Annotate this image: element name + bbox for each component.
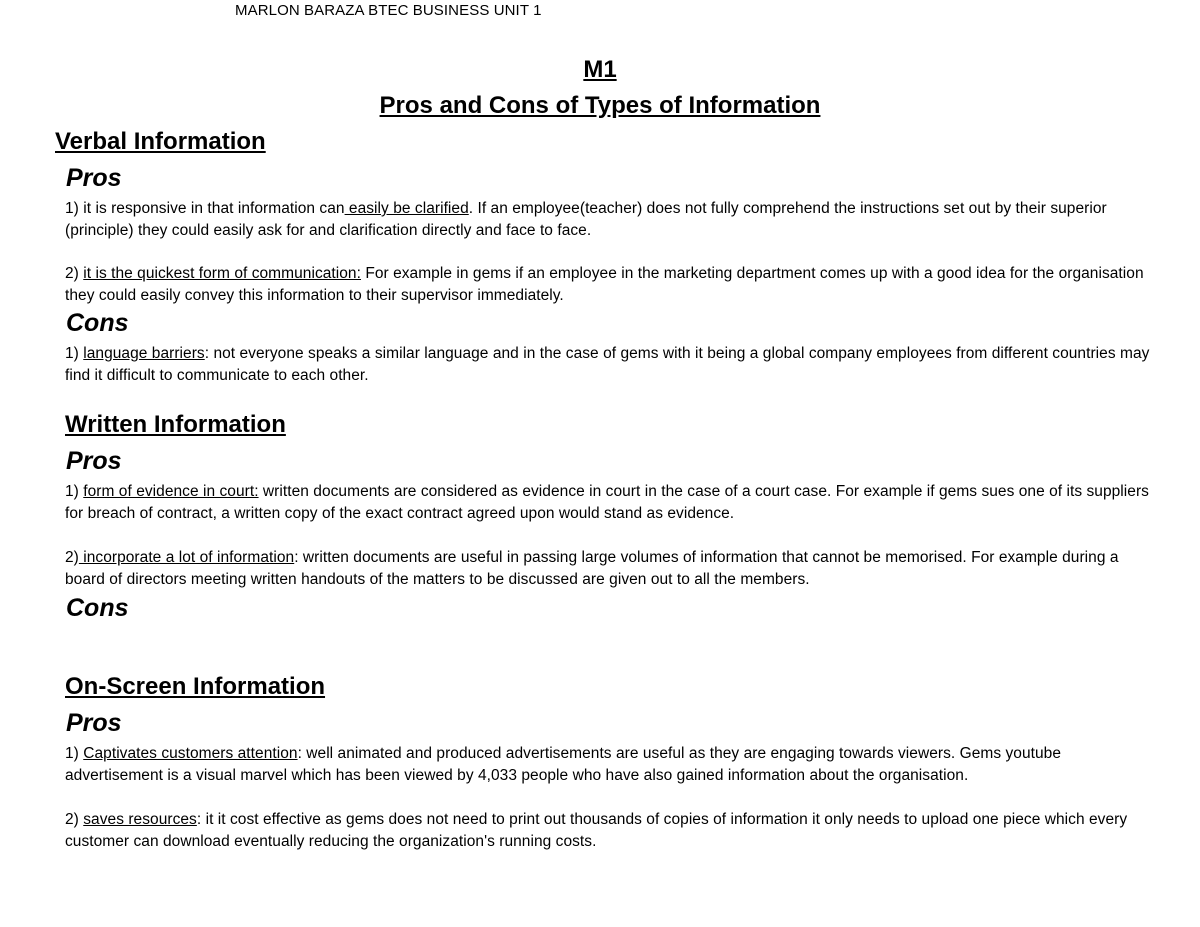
onscreen-pro-2 <box>65 809 1150 853</box>
onscreen-pro-2-key: saves resources <box>83 811 197 828</box>
written-pro-2-prefix: 2) <box>65 549 79 566</box>
written-pro-2 <box>65 547 1150 591</box>
verbal-pro-2-body: For example in gems if an employee in the marketing department comes up with a good idea for the organisation they could easily convey this information to their supervisor immediately. <box>65 265 1144 304</box>
verbal-information-heading: Verbal Information <box>55 128 266 155</box>
written-information-heading: Written Information <box>65 411 286 438</box>
verbal-pro-1 <box>65 198 1150 242</box>
written-cons-heading: Cons <box>66 594 129 622</box>
verbal-con-1-body: : not everyone speaks a similar language and in the case of gems with it being a global company employees from different countries may find it difficult to communicate to each other. <box>65 345 1150 384</box>
written-pro-2-key: incorporate a lot of information <box>78 549 295 566</box>
onscreen-pro-2-body: : it it cost effective as gems does not need to print out thousands of copies of information it only needs to upload one piece which every customer can download eventually reducing the organization's running costs. <box>65 811 1128 850</box>
verbal-pro-2 <box>65 263 1150 307</box>
verbal-pro-1-body: . If an employee(teacher) does not fully comprehend the instructions set out by their superior (principle) they could easily ask for and clarification directly and face to face. <box>65 200 1107 239</box>
document-title: M1 <box>583 56 617 83</box>
written-pro-1 <box>65 481 1150 525</box>
verbal-pro-2-prefix: 2) <box>65 265 84 282</box>
verbal-cons-heading: Cons <box>66 309 129 337</box>
onscreen-pro-1-body: : well animated and produced advertisements are useful as they are engaging towards viewers. Gems youtube advertisement is a visual marvel which has been viewed by 4,033 people who have also gained information about the organisation. <box>65 745 1062 784</box>
document-subtitle: Pros and Cons of Types of Information <box>379 92 821 119</box>
page-header: MARLON BARAZA BTEC BUSINESS UNIT 1 <box>235 2 542 19</box>
verbal-pro-2-key: it is the quickest form of communication: <box>83 265 361 282</box>
verbal-con-1-key: language barriers <box>83 345 205 362</box>
onscreen-pro-2-prefix: 2) <box>65 811 84 828</box>
verbal-pro-1-key: easily be clarified <box>344 200 469 217</box>
onscreen-pro-1-prefix: 1) <box>65 745 84 762</box>
written-pro-1-prefix: 1) <box>65 483 84 500</box>
written-pro-1-body: written documents are considered as evidence in court in the case of a court case. For example if gems sues one of its suppliers for breach of contract, a written copy of the exact contract agreed upon would stand as evidence. <box>65 483 1149 522</box>
written-pros-heading: Pros <box>66 447 122 475</box>
verbal-con-1-prefix: 1) <box>65 345 84 362</box>
onscreen-pro-1 <box>65 743 1150 787</box>
verbal-pros-heading: Pros <box>66 164 122 192</box>
onscreen-pro-1-key: Captivates customers attention <box>83 745 298 762</box>
written-pro-2-body: : written documents are useful in passing large volumes of information that cannot be memorised. For example during a board of directors meeting written handouts of the matters to be discussed are given out to all the members. <box>65 549 1119 588</box>
verbal-con-1 <box>65 343 1150 387</box>
written-pro-1-key: form of evidence in court: <box>83 483 259 500</box>
onscreen-information-heading: On-Screen Information <box>65 673 326 700</box>
onscreen-pros-heading: Pros <box>66 709 122 737</box>
verbal-pro-1-prefix: 1) it is responsive in that information can <box>65 200 345 217</box>
